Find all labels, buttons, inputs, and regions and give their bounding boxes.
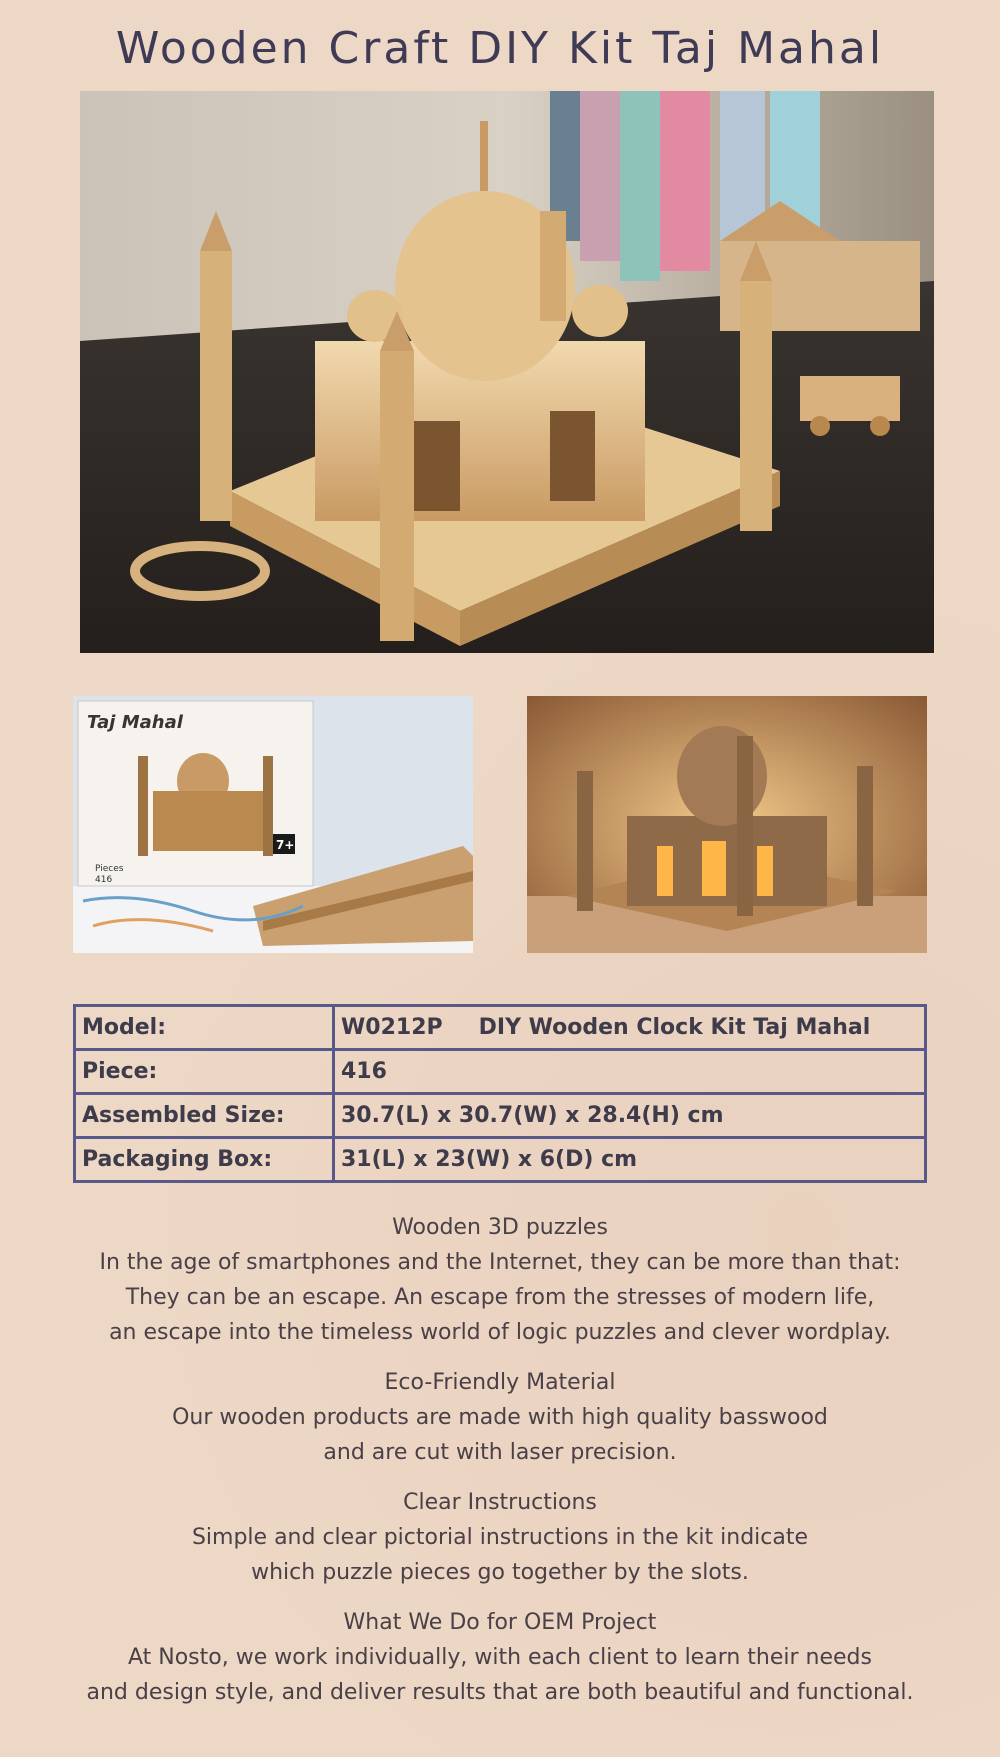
section-line: Our wooden products are made with high quality basswood: [172, 1405, 828, 1430]
section-heading: Clear Instructions: [403, 1490, 597, 1515]
table-row: [75, 1050, 926, 1094]
description: [0, 1210, 1000, 1725]
packaging-illustration: [73, 696, 473, 953]
spec-value-piece: 416: [334, 1050, 926, 1094]
table-row: [75, 1094, 926, 1138]
spec-value-packaging-box: 31(L) x 23(W) x 6(D) cm: [334, 1138, 926, 1182]
section-heading: Wooden 3D puzzles: [392, 1215, 608, 1240]
box-pieces-label: Pieces: [95, 864, 124, 874]
section-eco-friendly: [0, 1365, 1000, 1470]
section-oem-project: [0, 1605, 1000, 1710]
lit-illustration: [527, 696, 927, 953]
box-pieces-value: 416: [95, 875, 113, 885]
section-heading: What We Do for OEM Project: [343, 1610, 657, 1635]
section-wooden-puzzles: [0, 1210, 1000, 1350]
spec-label-packaging-box: Packaging Box:: [75, 1138, 334, 1182]
section-line: Simple and clear pictorial instructions in the kit indicate: [191, 1525, 809, 1550]
section-line: which puzzle pieces go together by the slots.: [251, 1560, 749, 1585]
section-heading: Eco-Friendly Material: [384, 1370, 616, 1395]
page-title: Wooden Craft DIY Kit Taj Mahal: [115, 23, 885, 74]
spec-value-assembled-size: 30.7(L) x 30.7(W) x 28.4(H) cm: [334, 1094, 926, 1138]
section-line: They can be an escape. An escape from the stresses of modern life,: [125, 1285, 875, 1310]
lit-model-image: [527, 696, 927, 953]
section-line: and design style, and deliver results that are both beautiful and functional.: [86, 1680, 914, 1705]
section-line: and are cut with laser precision.: [323, 1440, 677, 1465]
spec-label-model: Model:: [75, 1006, 334, 1050]
spec-value-model: [334, 1006, 926, 1050]
section-line: At Nosto, we work individually, with each client to learn their needs: [127, 1645, 872, 1670]
spec-label-piece: Piece:: [75, 1050, 334, 1094]
spec-label-assembled-size: Assembled Size:: [75, 1094, 334, 1138]
table-row: [75, 1138, 926, 1182]
section-clear-instructions: [0, 1485, 1000, 1590]
box-label-text: Taj Mahal: [87, 712, 183, 733]
hero-illustration: [80, 91, 934, 653]
packaging-box-image: [73, 696, 473, 953]
table-row: [75, 1006, 926, 1050]
spec-model-name: DIY Wooden Clock Kit Taj Mahal: [478, 1015, 871, 1040]
section-line: In the age of smartphones and the Internet, they can be more than that:: [99, 1250, 901, 1275]
hero-product-image: [80, 91, 934, 653]
box-age-text: 7+: [276, 838, 295, 852]
spec-model-code: W0212P: [341, 1015, 443, 1040]
specs-table: [73, 1004, 927, 1183]
section-line: an escape into the timeless world of logic puzzles and clever wordplay.: [109, 1320, 891, 1345]
